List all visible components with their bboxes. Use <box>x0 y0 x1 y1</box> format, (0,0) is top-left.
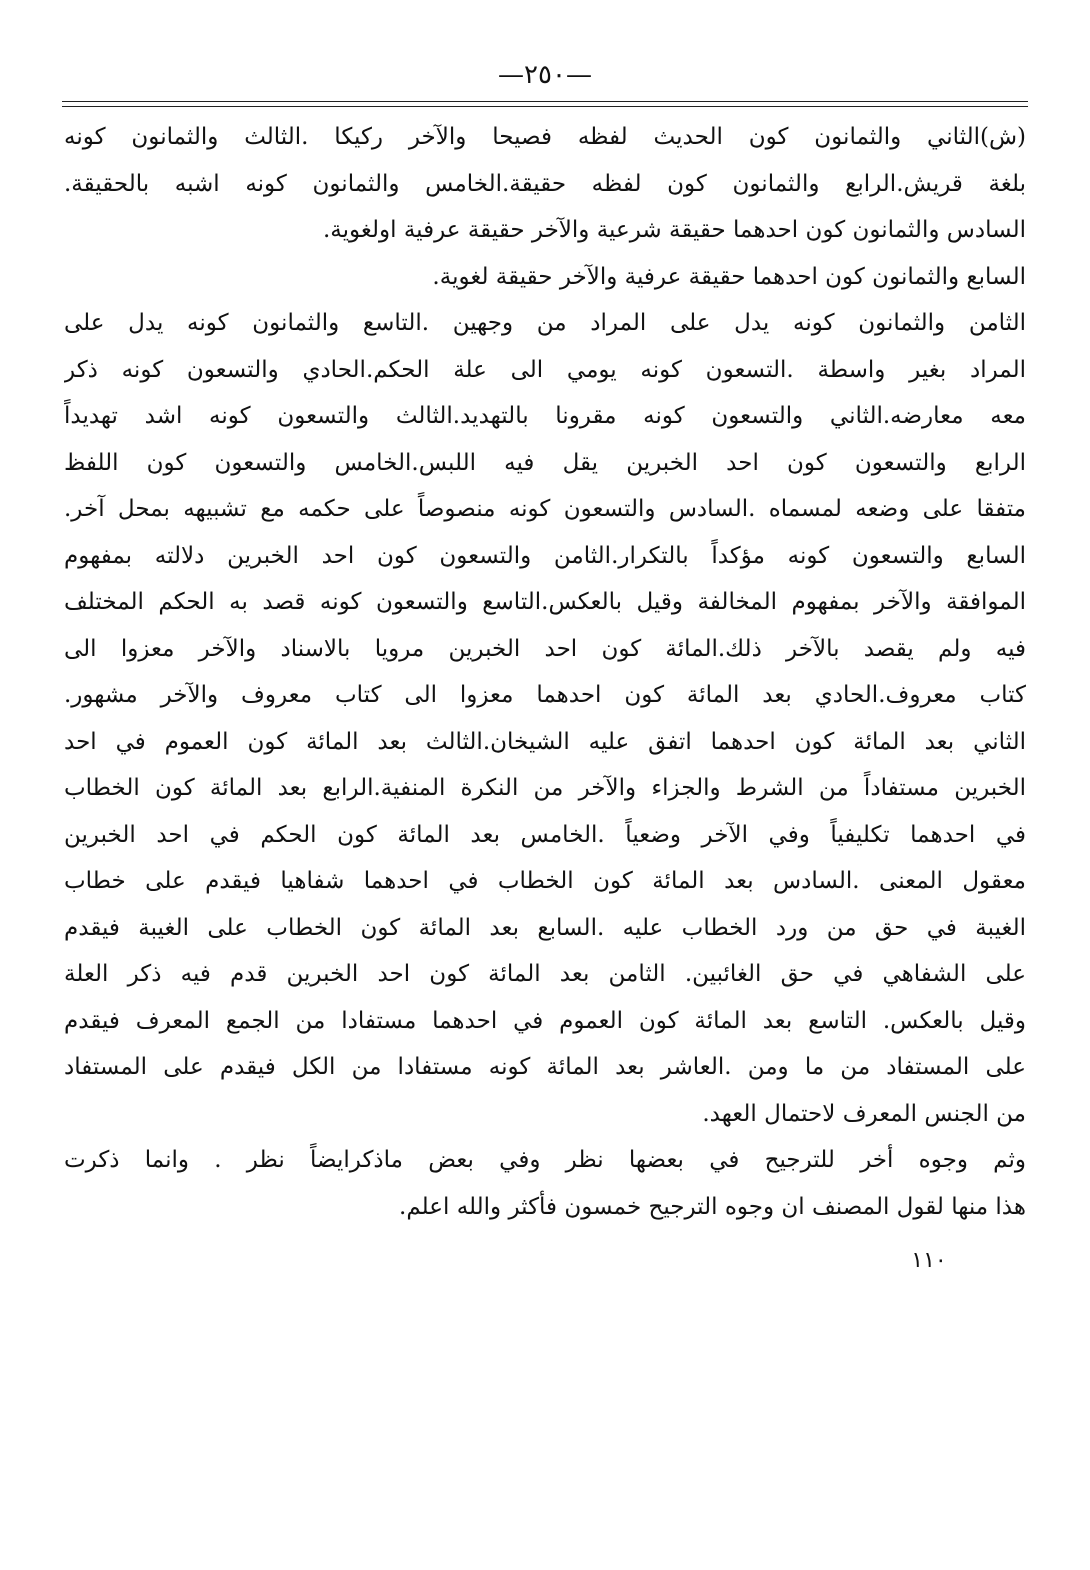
text-line: الثامن والثمانون كونه يدل على المراد من وجهين .التاسع والثمانون كونه يدل على <box>64 310 1026 336</box>
text-line: من الجنس المعرف لاحتمال العهد. <box>702 1100 1026 1127</box>
text-line: على المستفاد من ما ومن .العاشر بعد المائة كونه مستفادا من الكل فيقدم على المستفاد <box>64 1054 1026 1080</box>
text-line: وقيل بالعكس. التاسع بعد المائة كون العموم في احدهما مستفادا من الجمع المعرف فيقدم <box>64 1007 1026 1034</box>
text-line: السابع والثمانون كون احدهما حقيقة عرفية والآخر حقيقة لغوية. <box>432 263 1026 290</box>
text-line: الغيبة في حق من ورد الخطاب عليه .السابع بعد المائة كون الخطاب على الغيبة فيقدم <box>64 914 1026 941</box>
text-line: الرابع والتسعون كون احد الخبرين يقل فيه اللبس.الخامس والتسعون كون اللفظ <box>64 449 1026 476</box>
text-line: في احدهما تكليفياً وفي الآخر وضعياً .الخامس بعد المائة كون الحكم في احد الخبرين <box>64 821 1026 848</box>
text-line: (ش)الثاني والثمانون كون الحديث لفظه فصيحا والآخر ركيكا .الثالث والثمانون كونه <box>64 124 1026 150</box>
page-number: —٢٥٠— <box>498 60 592 90</box>
text-line: بلغة قريش.الرابع والثمانون كون لفظه حقيقة.الخامس والثمانون كونه اشبه بالحقيقة. <box>64 170 1026 197</box>
text-line: هذا منها لقول المصنف ان وجوه الترجيح خمسون فأكثر والله اعلم. <box>399 1193 1026 1220</box>
text-line: المراد بغير واسطة .التسعون كونه يومي الى علة الحكم.الحادي والتسعون كونه ذكر <box>64 356 1026 383</box>
text-line: على الشفاهي في حق الغائبين. الثامن بعد المائة كون احد الخبرين قدم فيه ذكر العلة <box>64 961 1026 987</box>
text-line: متفقا على وضعه لمسماه .السادس والتسعون كونه منصوصاً على حكمه مع تشبيهه بمحل آخر. <box>64 496 1026 522</box>
text-line: الثاني بعد المائة كون احدهما اتفق عليه الشيخان.الثالث بعد المائة كون العموم في احد <box>64 728 1026 755</box>
text-line: فيه ولم يقصد بالآخر ذلك.المائة كون احد الخبرين مرويا بالاسناد والآخر معزوا الى <box>64 635 1026 662</box>
text-line: الموافقة والآخر بمفهوم المخالفة وقيل بالعكس.التاسع والتسعون كونه قصد به الحكم المختلف <box>64 589 1026 615</box>
text-line: الخبرين مستفاداً من الشرط والجزاء والآخر من النكرة المنفية.الرابع بعد المائة كون الخطاب <box>64 775 1026 801</box>
text-line: السابع والتسعون كونه مؤكداً بالتكرار.الثامن والتسعون كون احد الخبرين دلالته بمفهوم <box>64 542 1026 569</box>
margin-note: ١١٠ <box>911 1248 947 1273</box>
body-text <box>64 114 1026 1230</box>
text-line: وثم وجوه أخر للترجيح في بعضها نظر وفي بعض ماذكرايضاً نظر . وانما ذكرت <box>64 1147 1026 1173</box>
header-rule-bottom <box>62 106 1028 107</box>
text-line: السادس والثمانون كون احدهما حقيقة شرعية والآخر حقيقة عرفية اولغوية. <box>322 217 1026 243</box>
text-line: معه معارضه.الثاني والتسعون كونه مقرونا بالتهديد.الثالث والتسعون كونه اشد تهديداً <box>64 403 1026 429</box>
header-rule-top <box>62 101 1028 102</box>
text-line: معقول المعنى .السادس بعد المائة كون الخطاب في احدهما شفاهيا فيقدم على خطاب <box>64 868 1026 894</box>
text-line: كتاب معروف.الحادي بعد المائة كون احدهما معزوا الى كتاب معروف والآخر مشهور. <box>64 682 1026 708</box>
